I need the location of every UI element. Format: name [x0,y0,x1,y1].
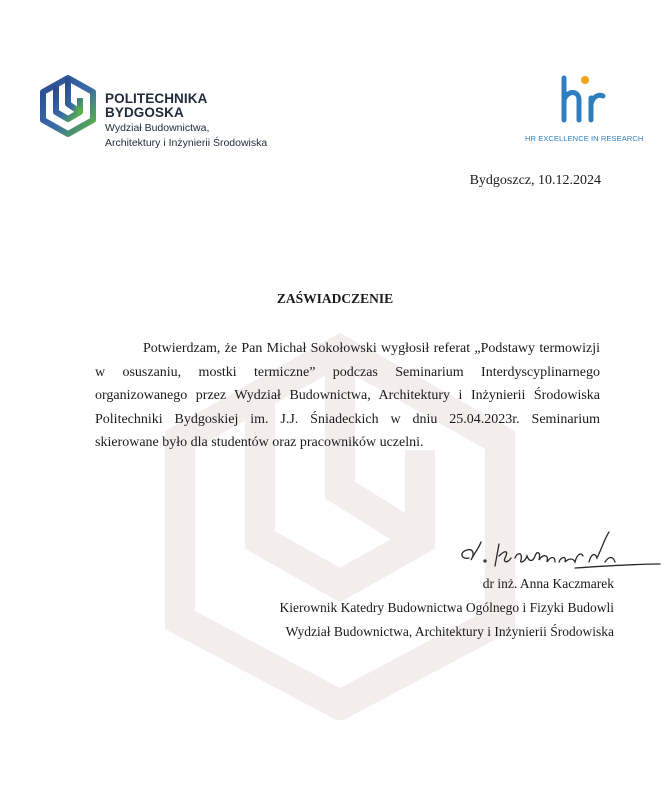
body-paragraph: Potwierdzam, że Pan Michał Sokołowski wygłosił referat „Podstawy termowizji w osuszaniu, mostki termiczne” podczas Seminarium Interdyscyplinarnego organizowanego przez Wydział Budownictwa, Architektury i Inżynierii Środowiska Politechniki Bydgoskiej im. J.J. Śniadeckich w dniu 25.04.2023r. Seminarium skierowane było dla studentów oraz pracowników uczelni. [95,341,600,450]
faculty-name-line1: Wydział Budownictwa, [105,122,210,134]
university-name-line2: BYDGOSKA [105,105,184,120]
signatory-position: Kierownik Katedry Budownictwa Ogólnego i Fizyki Budowli [279,600,614,615]
university-logo-icon [36,74,100,138]
document-body [95,337,600,455]
faculty-name-line2: Architektury i Inżynierii Środowiska [105,137,268,149]
university-name-line1: POLITECHNIKA [105,91,208,106]
signatory-unit: Wydział Budownictwa, Architektury i Inżynierii Środowiska [285,624,614,639]
university-name-block [105,92,267,150]
place-date: Bydgoszcz, 10.12.2024 [469,173,601,188]
hr-excellence-caption: HR EXCELLENCE IN RESEARCH [525,134,644,143]
handwritten-signature-icon [455,528,665,578]
signatory-name: dr inż. Anna Kaczmarek [482,576,614,591]
signatory-block [280,572,614,644]
hr-excellence-logo-icon [555,72,607,124]
document-title: ZAŚWIADCZENIE [276,291,394,306]
